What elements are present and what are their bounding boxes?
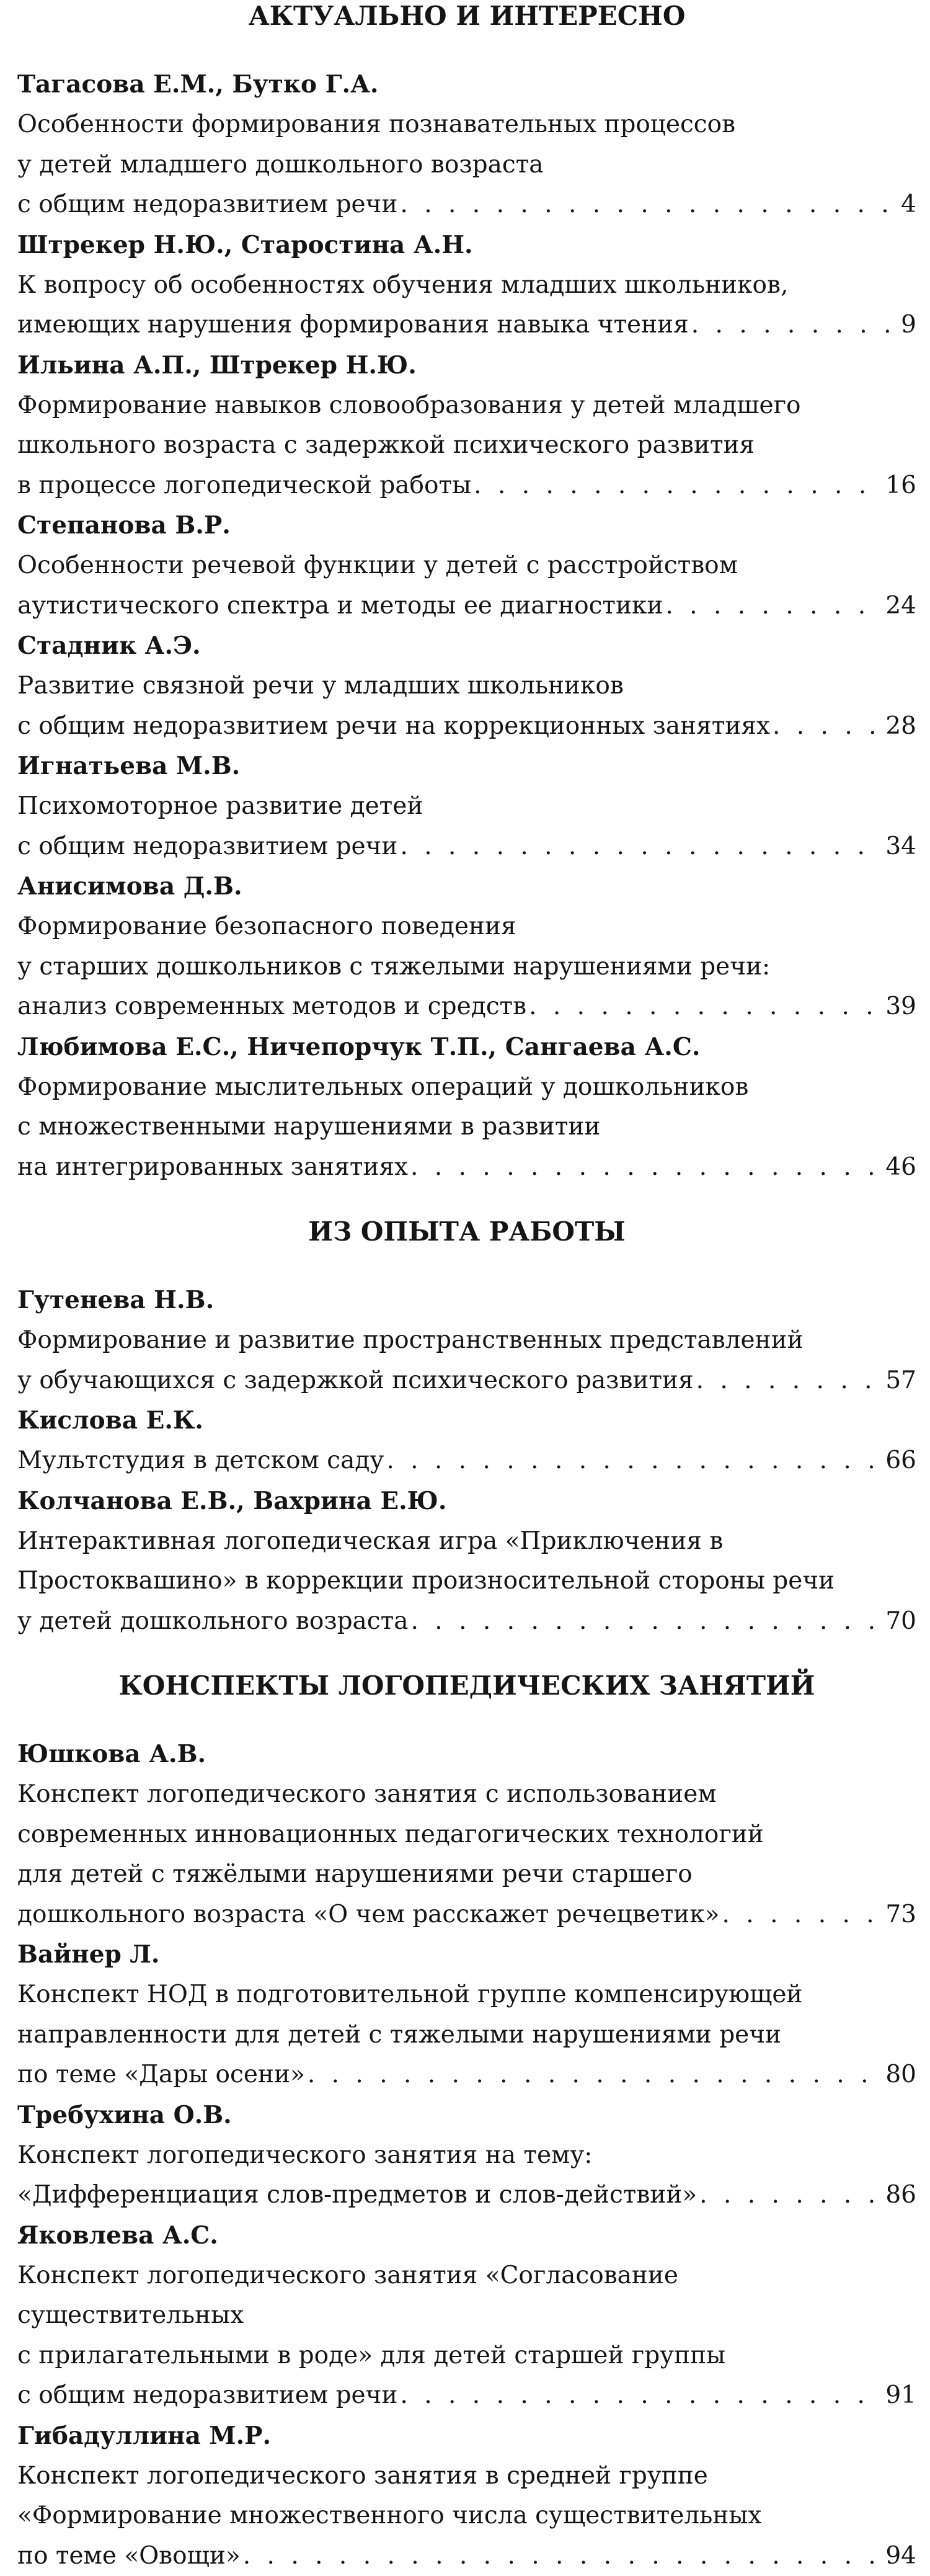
entry-title-line: [17, 1148, 916, 1188]
entry-list: [17, 1280, 916, 1641]
entry-title-text: с прилагательными в роде» для детей старшей группы: [17, 2342, 725, 2369]
entry-title-line: [17, 2015, 916, 2056]
entry-title-text: имеющих нарушения формирования навыка чтения: [17, 305, 689, 345]
entry-authors: Вайнер Л.: [17, 1935, 916, 1975]
page-number: 16: [885, 466, 916, 506]
entry-title-line: [17, 1067, 916, 1108]
toc-entry: [17, 345, 916, 506]
section-heading: ИЗ ОПЫТА РАБОТЫ: [17, 1216, 916, 1248]
entry-title-line: [17, 185, 916, 225]
entry-title-text: у детей дошкольного возраста: [17, 1602, 408, 1642]
entry-title-text: Конспект логопедического занятия в средней группе: [17, 2462, 708, 2490]
page-number: 57: [885, 1361, 916, 1401]
page-number: 24: [885, 586, 916, 626]
entry-title-text: Особенности речевой функции у детей с расстройством: [17, 551, 738, 579]
entry-title-line: [17, 2536, 916, 2576]
entry-authors: Гутенева Н.В.: [17, 1280, 916, 1321]
entry-title-text: существительных: [17, 2301, 244, 2329]
toc-entry: [17, 506, 916, 626]
entry-title-text: К вопросу об особенностях обучения младших школьников,: [17, 271, 788, 299]
entry-title-text: Развитие связной речи у младших школьников: [17, 672, 624, 700]
entry-authors: Яковлева А.С.: [17, 2216, 916, 2256]
entry-title-text: анализ современных методов и средств: [17, 987, 526, 1027]
entry-title-line: [17, 2296, 916, 2336]
entry-authors: Любимова Е.С., Ничепорчук Т.П., Сангаева А.С.: [17, 1027, 916, 1067]
entry-title-line: [17, 1522, 916, 1562]
entry-authors: Степанова В.Р.: [17, 506, 916, 546]
entry-title-line: [17, 2055, 916, 2095]
entry-title-text: у обучающихся с задержкой психического развития: [17, 1361, 694, 1401]
page-number: 80: [885, 2055, 916, 2095]
entry-title-text: по теме «Дары осени»: [17, 2055, 305, 2095]
entry-title-line: [17, 827, 916, 867]
entry-authors: Тагасова Е.М., Бутко Г.А.: [17, 65, 916, 105]
entry-title-text: современных инновационных педагогических технологий: [17, 1821, 764, 1848]
toc-section: [17, 1216, 916, 1641]
entry-title-text: Психомоторное развитие детей: [17, 792, 423, 820]
entry-list: [17, 65, 916, 1187]
entry-title-line: [17, 466, 916, 506]
dot-leader: [400, 2376, 883, 2416]
entry-title-text: Формирование навыков словообразования у детей младшего: [17, 391, 800, 419]
dot-leader: [410, 1602, 883, 1642]
entry-title-line: [17, 1855, 916, 1895]
entry-title-text: с множественными нарушениями в развитии: [17, 1113, 600, 1141]
entry-title-line: [17, 546, 916, 586]
entry-title-text: Особенности формирования познавательных процессов: [17, 110, 735, 138]
entry-title-text: в процессе логопедической работы: [17, 466, 471, 506]
page-number: 9: [901, 305, 916, 345]
entry-title-line: [17, 265, 916, 306]
entry-title-text: Конспект логопедического занятия на тему:: [17, 2141, 592, 2169]
toc-section: [17, 1670, 916, 2576]
entry-authors: Колчанова Е.В., Вахрина Е.Ю.: [17, 1481, 916, 1522]
entry-title-text: у старших дошкольников с тяжелыми нарушениями речи:: [17, 953, 770, 981]
entry-title-line: [17, 586, 916, 626]
entry-title-line: [17, 1361, 916, 1401]
entry-title-line: [17, 426, 916, 466]
entry-title-line: [17, 105, 916, 145]
entry-title-line: [17, 1561, 916, 1602]
entry-title-line: [17, 2256, 916, 2296]
entry-title-line: [17, 1775, 916, 1815]
entry-title-text: «Формирование множественного числа существительных: [17, 2502, 761, 2529]
toc-entry: [17, 1027, 916, 1188]
entry-title-text: дошкольного возраста «О чем расскажет речецветик»: [17, 1895, 720, 1935]
entry-title-text: по теме «Овощи»: [17, 2536, 241, 2576]
entry-title-text: на интегрированных занятиях: [17, 1148, 408, 1188]
entry-title-line: [17, 1975, 916, 2015]
entry-title-line: [17, 2175, 916, 2216]
entry-title-text: Интерактивная логопедическая игра «Приключения в: [17, 1527, 723, 1555]
dot-leader: [722, 1895, 884, 1935]
toc-entry: [17, 2216, 916, 2416]
entry-title-text: с общим недоразвитием речи: [17, 827, 397, 867]
entry-list: [17, 1734, 916, 2576]
entry-title-text: направленности для детей с тяжелыми нарушениями речи: [17, 2021, 781, 2049]
page-number: 66: [885, 1441, 916, 1481]
entry-title-line: [17, 386, 916, 426]
entry-title-text: с общим недоразвитием речи на коррекционных занятиях: [17, 706, 770, 747]
page-number: 4: [901, 185, 916, 225]
entry-title-line: [17, 2136, 916, 2176]
toc-entry: [17, 1935, 916, 2095]
page-number: 73: [885, 1895, 916, 1935]
entry-authors: Кислова Е.К.: [17, 1401, 916, 1441]
toc-section: [17, 0, 916, 1187]
section-heading: КОНСПЕКТЫ ЛОГОПЕДИЧЕСКИХ ЗАНЯТИЙ: [17, 1670, 916, 1702]
entry-title-text: Формирование безопасного поведения: [17, 912, 516, 940]
entry-authors: Требухина О.В.: [17, 2095, 916, 2136]
toc-entry: [17, 746, 916, 867]
entry-title-line: [17, 1895, 916, 1935]
dot-leader: [400, 827, 883, 867]
entry-title-line: [17, 1321, 916, 1361]
entry-title-text: Конспект НОД в подготовительной группе компенсирующей: [17, 1981, 802, 2008]
toc-entry: [17, 1401, 916, 1481]
dot-leader: [529, 987, 883, 1027]
entry-authors: Анисимова Д.В.: [17, 867, 916, 907]
entry-title-line: [17, 666, 916, 706]
entry-title-line: [17, 2376, 916, 2416]
entry-title-line: [17, 706, 916, 747]
toc-entry: [17, 1280, 916, 1401]
entry-title-text: школьного возраста с задержкой психического развития: [17, 431, 755, 459]
dot-leader: [699, 2175, 883, 2216]
entry-title-text: с общим недоразвитием речи: [17, 185, 397, 225]
entry-authors: Ильина А.П., Штрекер Н.Ю.: [17, 345, 916, 386]
entry-title-line: [17, 987, 916, 1027]
entry-title-text: Простоквашино» в коррекции произносительной стороны речи: [17, 1567, 835, 1595]
page-number: 94: [885, 2536, 916, 2576]
entry-title-line: [17, 947, 916, 987]
dot-leader: [308, 2055, 884, 2095]
page-number: 70: [885, 1602, 916, 1642]
section-heading: АКТУАЛЬНО И ИНТЕРЕСНО: [17, 0, 916, 32]
dot-leader: [400, 185, 898, 225]
entry-authors: Юшкова А.В.: [17, 1734, 916, 1775]
toc-entry: [17, 1734, 916, 1935]
entry-title-line: [17, 1602, 916, 1642]
page-number: 91: [885, 2376, 916, 2416]
entry-title-line: [17, 787, 916, 827]
entry-title-text: с общим недоразвитием речи: [17, 2376, 397, 2416]
dot-leader: [386, 1441, 883, 1481]
entry-title-text: у детей младшего дошкольного возраста: [17, 151, 544, 179]
entry-title-line: [17, 1441, 916, 1481]
entry-title-text: Мультстудия в детском саду: [17, 1441, 384, 1481]
toc-entry: [17, 2416, 916, 2576]
dot-leader: [243, 2536, 884, 2576]
entry-title-line: [17, 305, 916, 345]
entry-authors: Гибадуллина М.Р.: [17, 2416, 916, 2456]
dot-leader: [474, 466, 883, 506]
toc-entry: [17, 1481, 916, 1642]
entry-title-line: [17, 1107, 916, 1148]
page-number: 28: [885, 706, 916, 747]
entry-authors: Стадник А.Э.: [17, 626, 916, 666]
entry-title-text: Конспект логопедического занятия «Согласование: [17, 2262, 678, 2289]
dot-leader: [773, 706, 883, 747]
entry-title-text: «Дифференциация слов-предметов и слов-действий»: [17, 2175, 697, 2216]
page-number: 39: [885, 987, 916, 1027]
page-number: 34: [885, 827, 916, 867]
page-number: 46: [885, 1148, 916, 1188]
dot-leader: [691, 305, 898, 345]
page-number: 86: [885, 2175, 916, 2216]
dot-leader: [410, 1148, 883, 1188]
entry-title-text: аутистического спектра и методы ее диагностики: [17, 586, 663, 626]
entry-title-text: для детей с тяжёлыми нарушениями речи старшего: [17, 1860, 693, 1888]
dot-leader: [696, 1361, 884, 1401]
entry-authors: Игнатьева М.В.: [17, 746, 916, 787]
dot-leader: [665, 586, 883, 626]
toc-entry: [17, 65, 916, 225]
entry-title-line: [17, 2336, 916, 2376]
toc-entry: [17, 867, 916, 1027]
entry-title-line: [17, 1815, 916, 1855]
entry-authors: Штрекер Н.Ю., Старостина А.Н.: [17, 225, 916, 265]
toc-entry: [17, 2095, 916, 2216]
entry-title-text: Формирование мыслительных операций у дошкольников: [17, 1073, 748, 1101]
toc-entry: [17, 225, 916, 345]
entry-title-line: [17, 907, 916, 947]
entry-title-text: Конспект логопедического занятия с использованием: [17, 1780, 717, 1808]
toc-entry: [17, 626, 916, 746]
entry-title-line: [17, 2496, 916, 2536]
entry-title-line: [17, 145, 916, 185]
entry-title-text: Формирование и развитие пространственных представлений: [17, 1326, 804, 1354]
entry-title-line: [17, 2456, 916, 2497]
